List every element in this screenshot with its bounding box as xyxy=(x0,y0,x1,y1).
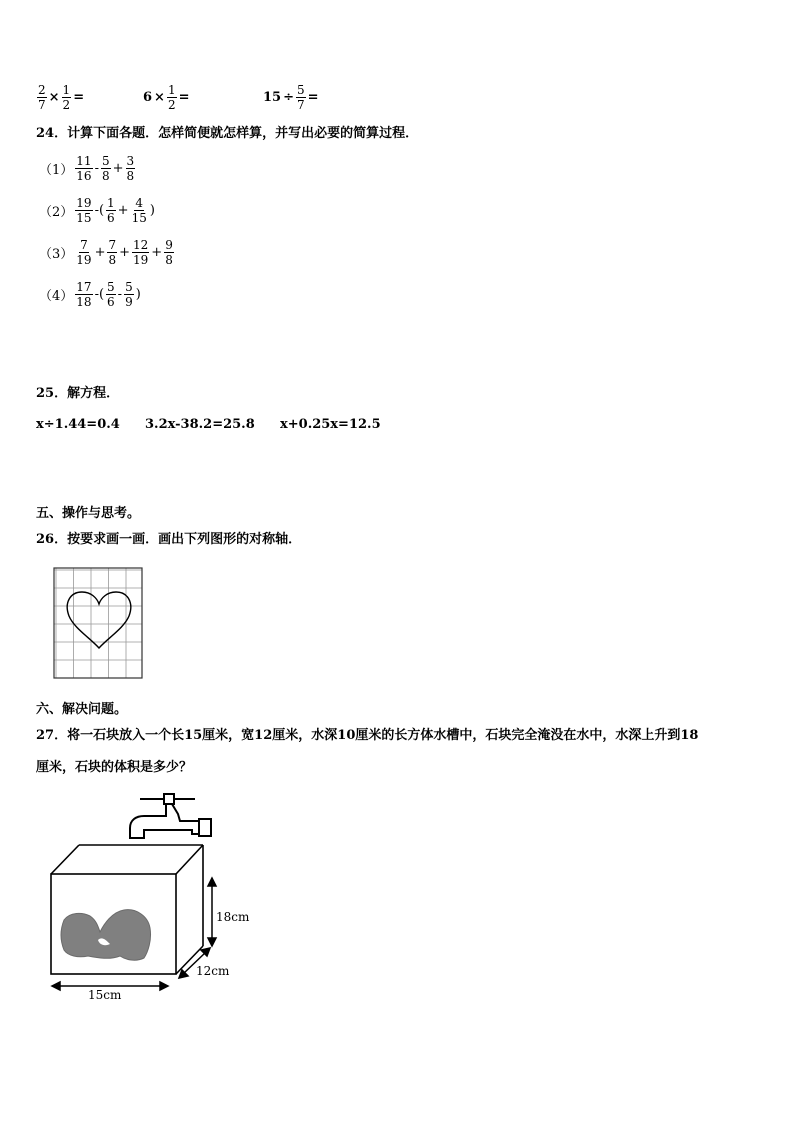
fraction-numerator: 17 xyxy=(76,279,92,294)
q23-fraction xyxy=(62,83,72,112)
q25-equation-1: x÷1.44=0.4 xyxy=(36,417,120,432)
q23-fraction xyxy=(167,83,177,112)
q24-fraction xyxy=(75,196,92,225)
fraction-numerator: 11 xyxy=(76,153,92,168)
fraction-numerator: 4 xyxy=(135,195,144,210)
fraction-numerator: 1 xyxy=(62,82,71,97)
q24-fraction xyxy=(132,238,149,267)
fraction-numerator: 5 xyxy=(101,153,110,168)
fraction-denominator: 8 xyxy=(108,252,117,267)
height-arrow xyxy=(208,878,216,946)
grid-border xyxy=(54,568,142,678)
fraction-denominator: 16 xyxy=(76,168,92,183)
q24-fraction xyxy=(107,238,117,267)
q24-title: 24．计算下面各题．怎样简便就怎样算，并写出必要的简算过程． xyxy=(36,126,419,141)
fraction-numerator: 12 xyxy=(133,237,149,252)
q24-operator: - xyxy=(117,286,123,302)
q24-operator: ) xyxy=(149,202,155,218)
fraction-denominator: 8 xyxy=(165,252,173,267)
rock-shape xyxy=(61,910,151,960)
q23-equals: = xyxy=(178,89,190,105)
q24-operator: - xyxy=(94,160,99,176)
q26-title: 26．按要求画一画．画出下列图形的对称轴． xyxy=(36,532,302,547)
q24-operator: + xyxy=(112,160,124,176)
q23-expression-1 xyxy=(36,80,85,114)
q24-fraction xyxy=(106,280,116,309)
q24-fraction xyxy=(126,154,136,183)
fraction-denominator: 7 xyxy=(297,97,305,112)
fraction-numerator: 5 xyxy=(125,279,133,294)
fraction-denominator: 2 xyxy=(62,97,71,112)
fraction-numerator: 9 xyxy=(165,237,173,252)
q24-operator: -( xyxy=(94,202,105,218)
fraction-numerator: 1 xyxy=(107,195,115,210)
fraction-denominator: 6 xyxy=(107,294,115,309)
height-label: 18cm xyxy=(216,910,250,924)
q24-operator: + xyxy=(151,244,163,260)
fraction-numerator: 7 xyxy=(80,237,88,252)
length-label: 15cm xyxy=(88,988,122,1002)
width-label: 12cm xyxy=(196,964,230,978)
fraction-denominator: 18 xyxy=(76,294,92,309)
fraction-denominator: 8 xyxy=(101,168,110,183)
q24-item-1 xyxy=(38,150,136,186)
q24-operator: + xyxy=(117,202,129,218)
q24-fraction xyxy=(131,196,148,225)
water-tank-figure xyxy=(40,790,280,1010)
q24-item-label: （2） xyxy=(39,204,74,220)
q24-item-label: （4） xyxy=(39,288,74,304)
section-5-heading: 五、操作与思考。 xyxy=(36,506,141,521)
q24-item-label: （3） xyxy=(39,246,74,262)
q23-operator: × xyxy=(48,89,60,105)
fraction-denominator: 19 xyxy=(133,252,149,267)
q24-fraction xyxy=(75,238,92,267)
fraction-numerator: 3 xyxy=(126,153,135,168)
fraction-denominator: 8 xyxy=(126,168,135,183)
faucet-icon xyxy=(130,794,211,838)
fraction-denominator: 9 xyxy=(125,294,133,309)
grid-lines xyxy=(54,568,142,678)
fraction-numerator: 5 xyxy=(297,82,305,97)
q27-text-line-1: 27．将一石块放入一个长15厘米，宽12厘米，水深10厘米的长方体水槽中，石块完全淹没在水中，水深上升到18 xyxy=(36,728,699,743)
q25-equation-3: x+0.25x=12.5 xyxy=(280,417,381,432)
q24-operator: ) xyxy=(135,286,141,302)
q24-item-label: （1） xyxy=(39,162,74,178)
q23-operator: × xyxy=(154,89,165,105)
q24-fraction xyxy=(75,280,92,309)
q24-operator: + xyxy=(119,244,131,260)
fraction-numerator: 7 xyxy=(108,237,117,252)
q27-text-line-2: 厘米，石块的体积是多少？ xyxy=(36,760,193,775)
q23-expression-2 xyxy=(142,80,191,114)
q24-fraction xyxy=(124,280,134,309)
q24-operator: -( xyxy=(94,286,105,302)
heart-shape xyxy=(67,592,131,648)
heart-grid-figure xyxy=(52,566,144,680)
fraction-denominator: 15 xyxy=(76,210,92,225)
fraction-denominator: 7 xyxy=(38,97,46,112)
q25-equation-2: 3.2x-38.2=25.8 xyxy=(145,417,255,432)
q23-equals: = xyxy=(307,89,319,105)
q23-fraction xyxy=(37,83,47,112)
fraction-denominator: 6 xyxy=(107,210,115,225)
fraction-denominator: 19 xyxy=(76,252,92,267)
fraction-numerator: 2 xyxy=(38,82,46,97)
fraction-numerator: 19 xyxy=(76,195,92,210)
q24-fraction xyxy=(164,238,174,267)
q24-operator: + xyxy=(94,244,106,260)
q24-fraction xyxy=(106,196,116,225)
section-6-heading: 六、解决问题。 xyxy=(36,702,128,717)
fraction-denominator: 2 xyxy=(167,97,176,112)
q24-item-3 xyxy=(38,234,175,270)
q24-fraction xyxy=(101,154,111,183)
q23-equals: = xyxy=(73,89,85,105)
q24-item-2 xyxy=(38,192,156,228)
q23-fraction xyxy=(296,83,306,112)
q23-whole-number: 6 xyxy=(143,89,153,105)
fraction-numerator: 5 xyxy=(107,279,115,294)
fraction-denominator: 15 xyxy=(131,210,147,225)
q24-fraction xyxy=(75,154,92,183)
q25-title: 25．解方程． xyxy=(36,386,120,401)
q23-whole-number: 15 xyxy=(263,89,282,105)
q23-fraction-row xyxy=(36,80,436,114)
q24-item-4 xyxy=(38,276,142,312)
fraction-numerator: 1 xyxy=(167,82,176,97)
q23-expression-3 xyxy=(262,80,320,114)
q23-operator: ÷ xyxy=(283,89,294,105)
